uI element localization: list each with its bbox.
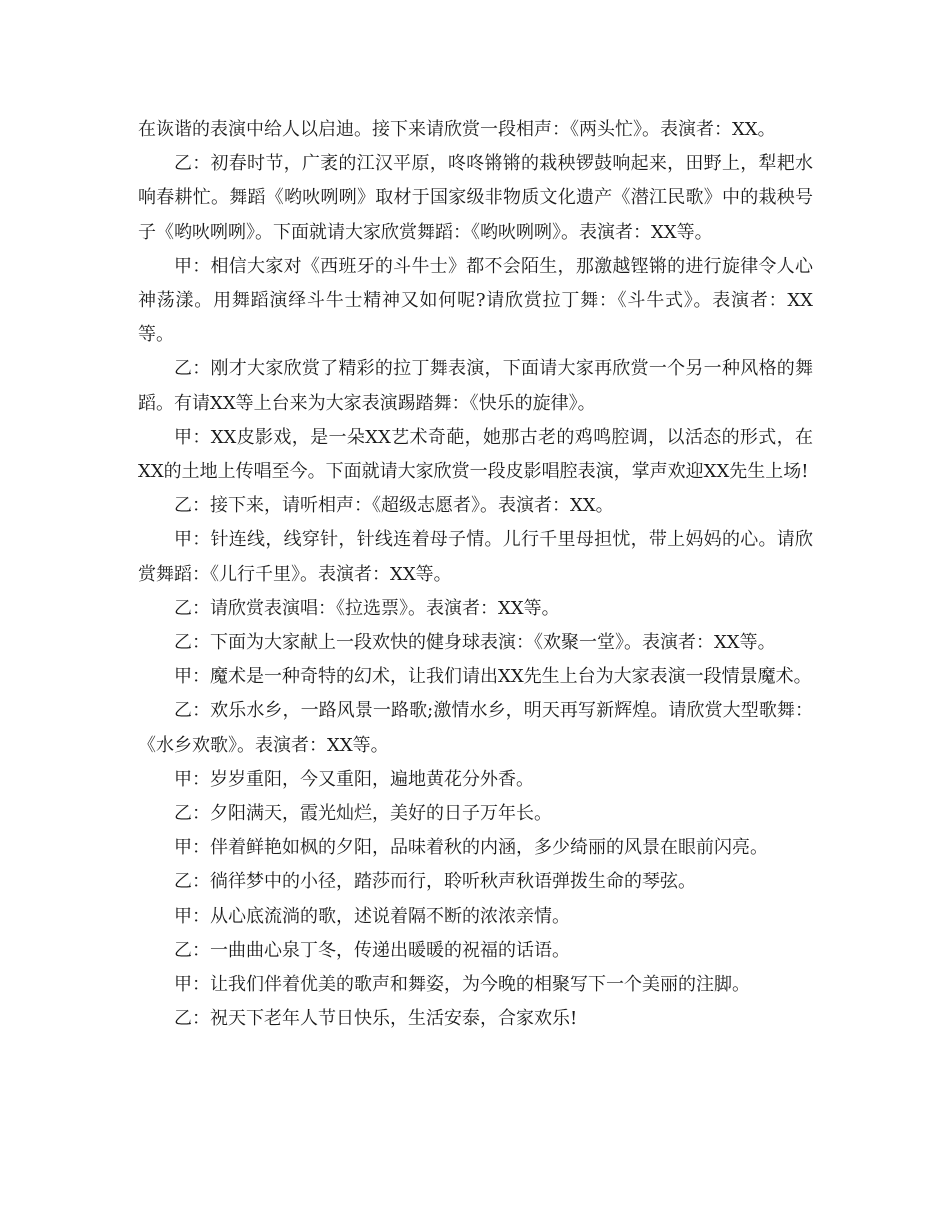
paragraph-1: 在诙谐的表演中给人以启迪。接下来请欣赏一段相声：《两头忙》。表演者：XX。 xyxy=(138,119,776,140)
paragraph-11: 乙：欢乐水乡，一路风景一路歌;激情水乡，明天再写新辉煌。请欣赏大型歌舞：《水乡欢歌》。表演者：XX等。 xyxy=(138,700,813,756)
paragraph-19: 乙：祝天下老年人节日快乐，生活安泰，合家欢乐! xyxy=(174,1008,578,1030)
paragraph-6: 乙：接下来，请听相声：《超级志愿者》。表演者：XX。 xyxy=(174,495,614,517)
paragraph-18: 甲：让我们伴着优美的歌声和舞姿，为今晚的相聚写下一个美丽的注脚。 xyxy=(174,974,750,996)
paragraph-10: 甲：魔术是一种奇特的幻术，让我们请出XX先生上台为大家表演一段情景魔术。 xyxy=(174,666,812,688)
paragraph-16: 甲：从心底流淌的歌，述说着隔不断的浓浓亲情。 xyxy=(174,905,570,927)
paragraph-7: 甲：针连线，线穿针，针线连着母子情。儿行千里母担忧，带上妈妈的心。请欣赏舞蹈：《儿行千里》。表演者：XX等。 xyxy=(138,529,813,585)
paragraph-14: 甲：伴着鲜艳如枫的夕阳，品味着秋的内涵，多少绮丽的风景在眼前闪亮。 xyxy=(174,837,768,859)
paragraph-2: 乙：初春时节，广袤的江汉平原，咚咚锵锵的栽秧锣鼓响起来，田野上，犁耙水响春耕忙。舞蹈《哟吙咧咧》取材于国家级非物质文化遗产《潜江民歌》中的栽秧号子《哟吙咧咧》。下面就请大家欣赏舞蹈：《哟吙咧咧》。表演者：XX等。 xyxy=(138,153,813,243)
paragraph-12: 甲：岁岁重阳，今又重阳，遍地黄花分外香。 xyxy=(174,768,534,790)
paragraph-3: 甲：相信大家对《西班牙的斗牛士》都不会陌生，那激越铿锵的进行旋律令人心神荡漾。用舞蹈演绎斗牛士精神又如何呢?请欣赏拉丁舞：《斗牛式》。表演者：XX等。 xyxy=(138,255,813,346)
paragraph-15: 乙：徜徉梦中的小径，踏莎而行，聆听秋声秋语弹拨生命的琴弦。 xyxy=(174,871,696,893)
paragraph-17: 乙：一曲曲心泉丁冬，传递出暖暖的祝福的话语。 xyxy=(174,939,570,961)
paragraph-8: 乙：请欣赏表演唱：《拉选票》。表演者：XX等。 xyxy=(174,597,560,619)
paragraph-13: 乙：夕阳满天，霞光灿烂，美好的日子万年长。 xyxy=(174,803,552,825)
paragraph-5: 甲：XX皮影戏，是一朵XX艺术奇葩，她那古老的鸡鸣腔调，以活态的形式，在XX的土地上传唱至今。下面就请大家欣赏一段皮影唱腔表演，掌声欢迎XX先生上场! xyxy=(138,426,813,483)
paragraph-9: 乙：下面为大家献上一段欢快的健身球表演：《欢聚一堂》。表演者：XX等。 xyxy=(174,632,776,654)
paragraph-4: 乙：刚才大家欣赏了精彩的拉丁舞表演，下面请大家再欣赏一个另一种风格的舞蹈。有请XX等上台来为大家表演踢踏舞：《快乐的旋律》。 xyxy=(138,358,813,414)
document-page xyxy=(138,113,813,1036)
